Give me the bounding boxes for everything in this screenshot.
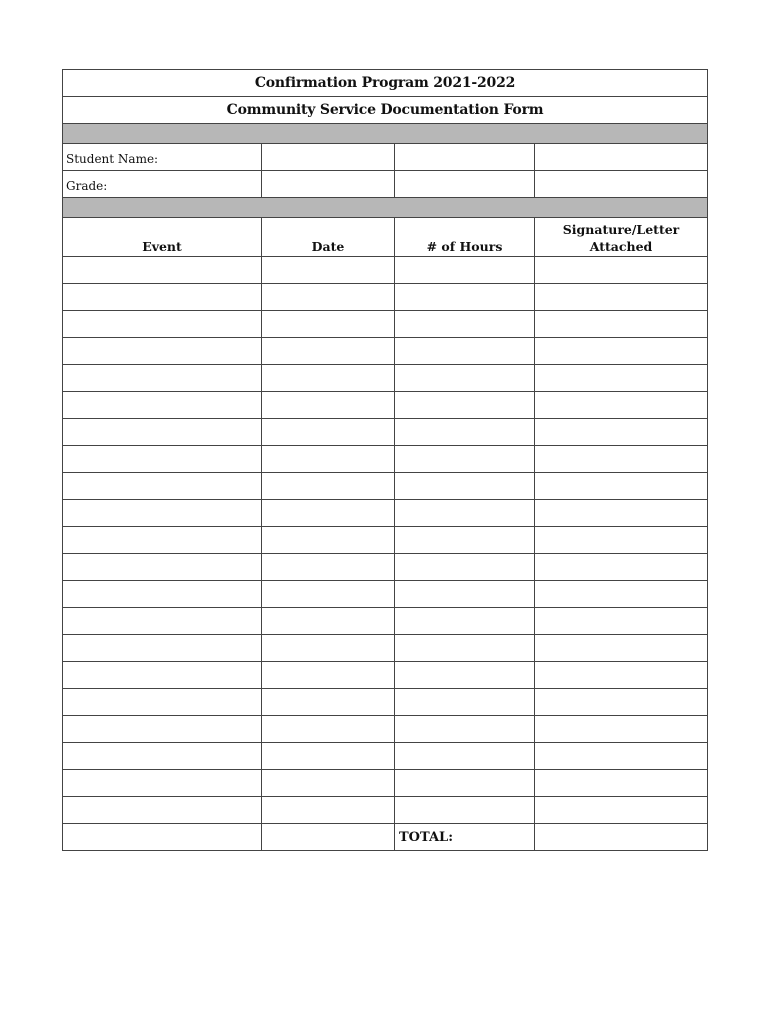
entry-row bbox=[63, 500, 708, 527]
entry-row bbox=[63, 338, 708, 365]
event-cell[interactable] bbox=[63, 581, 262, 608]
date-cell[interactable] bbox=[262, 392, 395, 419]
student-name-field[interactable] bbox=[262, 144, 395, 171]
event-cell[interactable] bbox=[63, 716, 262, 743]
signature-cell[interactable] bbox=[535, 635, 708, 662]
date-cell[interactable] bbox=[262, 824, 395, 851]
form-title: Confirmation Program 2021-2022 bbox=[63, 70, 708, 97]
signature-cell[interactable] bbox=[535, 392, 708, 419]
date-cell[interactable] bbox=[262, 770, 395, 797]
event-cell[interactable] bbox=[63, 689, 262, 716]
entry-row bbox=[63, 284, 708, 311]
hours-cell[interactable] bbox=[395, 527, 535, 554]
grade-field[interactable] bbox=[262, 171, 395, 198]
total-label: TOTAL: bbox=[395, 824, 535, 851]
column-header-hours: # of Hours bbox=[395, 218, 535, 257]
service-documentation-form bbox=[62, 69, 708, 851]
event-cell[interactable] bbox=[63, 743, 262, 770]
signature-cell[interactable] bbox=[535, 527, 708, 554]
date-cell[interactable] bbox=[262, 446, 395, 473]
total-hours-field[interactable] bbox=[535, 824, 708, 851]
event-cell[interactable] bbox=[63, 419, 262, 446]
entry-row bbox=[63, 419, 708, 446]
total-row bbox=[63, 824, 708, 851]
date-cell[interactable] bbox=[262, 581, 395, 608]
date-cell[interactable] bbox=[262, 608, 395, 635]
signature-cell[interactable] bbox=[535, 365, 708, 392]
grade-field[interactable] bbox=[395, 171, 535, 198]
signature-cell[interactable] bbox=[535, 716, 708, 743]
date-cell[interactable] bbox=[262, 257, 395, 284]
hours-cell[interactable] bbox=[395, 608, 535, 635]
event-cell[interactable] bbox=[63, 365, 262, 392]
shaded-divider bbox=[63, 124, 708, 144]
entry-row bbox=[63, 662, 708, 689]
event-cell[interactable] bbox=[63, 338, 262, 365]
event-cell[interactable] bbox=[63, 257, 262, 284]
signature-cell[interactable] bbox=[535, 500, 708, 527]
hours-cell[interactable] bbox=[395, 284, 535, 311]
signature-cell[interactable] bbox=[535, 662, 708, 689]
column-header-signature: Signature/Letter Attached bbox=[535, 218, 708, 257]
signature-cell[interactable] bbox=[535, 689, 708, 716]
event-cell[interactable] bbox=[63, 446, 262, 473]
signature-cell[interactable] bbox=[535, 419, 708, 446]
hours-cell[interactable] bbox=[395, 338, 535, 365]
entry-row bbox=[63, 257, 708, 284]
form-subtitle: Community Service Documentation Form bbox=[63, 97, 708, 124]
signature-cell[interactable] bbox=[535, 608, 708, 635]
entry-row bbox=[63, 743, 708, 770]
signature-cell[interactable] bbox=[535, 338, 708, 365]
grade-label: Grade: bbox=[63, 171, 262, 198]
signature-cell[interactable] bbox=[535, 743, 708, 770]
date-cell[interactable] bbox=[262, 473, 395, 500]
event-cell[interactable] bbox=[63, 284, 262, 311]
date-cell[interactable] bbox=[262, 365, 395, 392]
date-cell[interactable] bbox=[262, 419, 395, 446]
hours-cell[interactable] bbox=[395, 743, 535, 770]
event-cell[interactable] bbox=[63, 311, 262, 338]
entry-row bbox=[63, 365, 708, 392]
hours-cell[interactable] bbox=[395, 365, 535, 392]
date-cell[interactable] bbox=[262, 284, 395, 311]
signature-cell[interactable] bbox=[535, 284, 708, 311]
date-cell[interactable] bbox=[262, 500, 395, 527]
student-name-field[interactable] bbox=[535, 144, 708, 171]
signature-cell[interactable] bbox=[535, 581, 708, 608]
event-cell[interactable] bbox=[63, 608, 262, 635]
event-cell[interactable] bbox=[63, 770, 262, 797]
date-cell[interactable] bbox=[262, 689, 395, 716]
signature-cell[interactable] bbox=[535, 554, 708, 581]
date-cell[interactable] bbox=[262, 554, 395, 581]
entry-row bbox=[63, 770, 708, 797]
column-header-event: Event bbox=[63, 218, 262, 257]
signature-cell[interactable] bbox=[535, 770, 708, 797]
hours-cell[interactable] bbox=[395, 500, 535, 527]
event-cell[interactable] bbox=[63, 392, 262, 419]
student-name-field[interactable] bbox=[395, 144, 535, 171]
entry-row bbox=[63, 446, 708, 473]
hours-cell[interactable] bbox=[395, 662, 535, 689]
date-cell[interactable] bbox=[262, 716, 395, 743]
entry-row bbox=[63, 392, 708, 419]
entry-row bbox=[63, 554, 708, 581]
student-name-label: Student Name: bbox=[63, 144, 262, 171]
date-cell[interactable] bbox=[262, 743, 395, 770]
hours-cell[interactable] bbox=[395, 257, 535, 284]
date-cell[interactable] bbox=[262, 338, 395, 365]
entry-row bbox=[63, 716, 708, 743]
hours-cell[interactable] bbox=[395, 689, 535, 716]
entry-row bbox=[63, 689, 708, 716]
hours-cell[interactable] bbox=[395, 581, 535, 608]
entry-row bbox=[63, 635, 708, 662]
event-cell[interactable] bbox=[63, 527, 262, 554]
entry-row bbox=[63, 527, 708, 554]
hours-cell[interactable] bbox=[395, 716, 535, 743]
signature-cell[interactable] bbox=[535, 797, 708, 824]
hours-cell[interactable] bbox=[395, 797, 535, 824]
entry-row bbox=[63, 473, 708, 500]
hours-cell[interactable] bbox=[395, 770, 535, 797]
grade-field[interactable] bbox=[535, 171, 708, 198]
hours-cell[interactable] bbox=[395, 554, 535, 581]
date-cell[interactable] bbox=[262, 635, 395, 662]
event-cell[interactable] bbox=[63, 662, 262, 689]
entry-row bbox=[63, 797, 708, 824]
hours-cell[interactable] bbox=[395, 419, 535, 446]
signature-cell[interactable] bbox=[535, 473, 708, 500]
date-cell[interactable] bbox=[262, 311, 395, 338]
date-cell[interactable] bbox=[262, 797, 395, 824]
hours-cell[interactable] bbox=[395, 311, 535, 338]
entry-row bbox=[63, 608, 708, 635]
event-cell[interactable] bbox=[63, 500, 262, 527]
event-cell[interactable] bbox=[63, 554, 262, 581]
date-cell[interactable] bbox=[262, 662, 395, 689]
hours-cell[interactable] bbox=[395, 392, 535, 419]
event-cell[interactable] bbox=[63, 824, 262, 851]
signature-cell[interactable] bbox=[535, 311, 708, 338]
column-header-date: Date bbox=[262, 218, 395, 257]
event-cell[interactable] bbox=[63, 635, 262, 662]
signature-cell[interactable] bbox=[535, 446, 708, 473]
shaded-divider bbox=[63, 198, 708, 218]
signature-cell[interactable] bbox=[535, 257, 708, 284]
event-cell[interactable] bbox=[63, 797, 262, 824]
hours-cell[interactable] bbox=[395, 473, 535, 500]
hours-cell[interactable] bbox=[395, 446, 535, 473]
hours-cell[interactable] bbox=[395, 635, 535, 662]
date-cell[interactable] bbox=[262, 527, 395, 554]
entry-row bbox=[63, 581, 708, 608]
event-cell[interactable] bbox=[63, 473, 262, 500]
entry-row bbox=[63, 311, 708, 338]
